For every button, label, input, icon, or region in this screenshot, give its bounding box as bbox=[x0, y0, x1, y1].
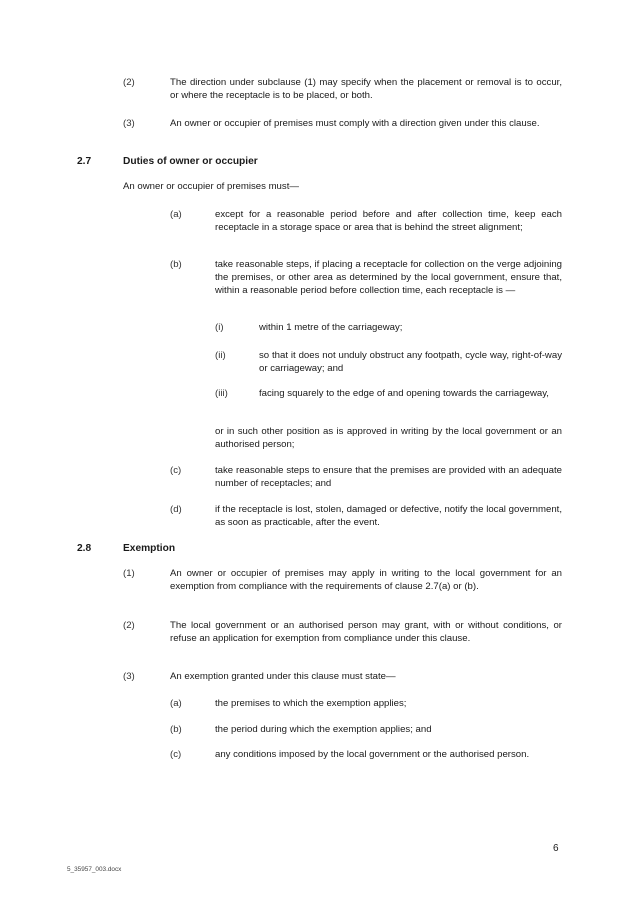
subclause-text: An exemption granted under this clause must state— bbox=[170, 671, 396, 682]
section-heading: Exemption bbox=[123, 543, 176, 554]
paragraph-text: the period during which the exemption applies; and bbox=[215, 724, 432, 735]
subclause-text: The local government or an authorised person may grant, with or without conditions, or refuse an application for exemption from compliance under this clause. bbox=[170, 620, 562, 645]
subclause-text: An owner or occupier of premises may apply in writing to the local government for an exemption from compliance with the requirements of clause 2.7(a) or (b). bbox=[170, 568, 562, 593]
subparagraph-label: (ii) bbox=[215, 350, 226, 361]
subparagraph-text: so that it does not unduly obstruct any footpath, cycle way, right-of-way or carriageway; and bbox=[259, 350, 562, 375]
subclause-label: (3) bbox=[123, 118, 135, 129]
subparagraph-text: within 1 metre of the carriageway; bbox=[259, 322, 403, 333]
file-reference: 5_35957_003.docx bbox=[67, 866, 122, 873]
paragraph-text: except for a reasonable period before and after collection time, keep each receptacle in a storage space or area that is behind the street alignment; bbox=[215, 209, 562, 234]
paragraph-label: (b) bbox=[170, 724, 182, 735]
subclause-text: The direction under subclause (1) may specify when the placement or removal is to occur, or where the receptacle is to be placed, or both. bbox=[170, 77, 562, 102]
section-number: 2.7 bbox=[77, 156, 92, 167]
paragraph-label: (a) bbox=[170, 209, 182, 220]
paragraph-text: any conditions imposed by the local government or the authorised person. bbox=[215, 749, 530, 760]
paragraph-label: (c) bbox=[170, 749, 182, 760]
paragraph-label: (c) bbox=[170, 465, 182, 476]
subclause-label: (3) bbox=[123, 671, 135, 682]
section-intro: An owner or occupier of premises must— bbox=[123, 181, 299, 192]
paragraph-text: if the receptacle is lost, stolen, damaged or defective, notify the local government, as soon as practicable, after the event. bbox=[215, 504, 562, 529]
subparagraph-text: facing squarely to the edge of and opening towards the carriageway, bbox=[259, 388, 549, 399]
subparagraph-label: (i) bbox=[215, 322, 224, 333]
paragraph-text: the premises to which the exemption applies; bbox=[215, 698, 407, 709]
paragraph-label: (d) bbox=[170, 504, 182, 515]
page-number: 6 bbox=[553, 843, 559, 854]
paragraph-text: take reasonable steps to ensure that the premises are provided with an adequate number of receptacles; and bbox=[215, 465, 562, 490]
section-number: 2.8 bbox=[77, 543, 92, 554]
paragraph-tail: or in such other position as is approved in writing by the local government or an authorised person; bbox=[215, 426, 562, 451]
subparagraph-label: (iii) bbox=[215, 388, 228, 399]
subclause-label: (1) bbox=[123, 568, 135, 579]
subclause-label: (2) bbox=[123, 620, 135, 631]
paragraph-text: take reasonable steps, if placing a receptacle for collection on the verge adjoining the premises, or other area as determined by the local government, ensure that, within a reasonable period before collection time, each receptacle is — bbox=[215, 259, 562, 297]
paragraph-label: (b) bbox=[170, 259, 182, 270]
section-heading: Duties of owner or occupier bbox=[123, 156, 258, 167]
paragraph-label: (a) bbox=[170, 698, 182, 709]
subclause-text: An owner or occupier of premises must comply with a direction given under this clause. bbox=[170, 118, 540, 129]
subclause-label: (2) bbox=[123, 77, 135, 88]
